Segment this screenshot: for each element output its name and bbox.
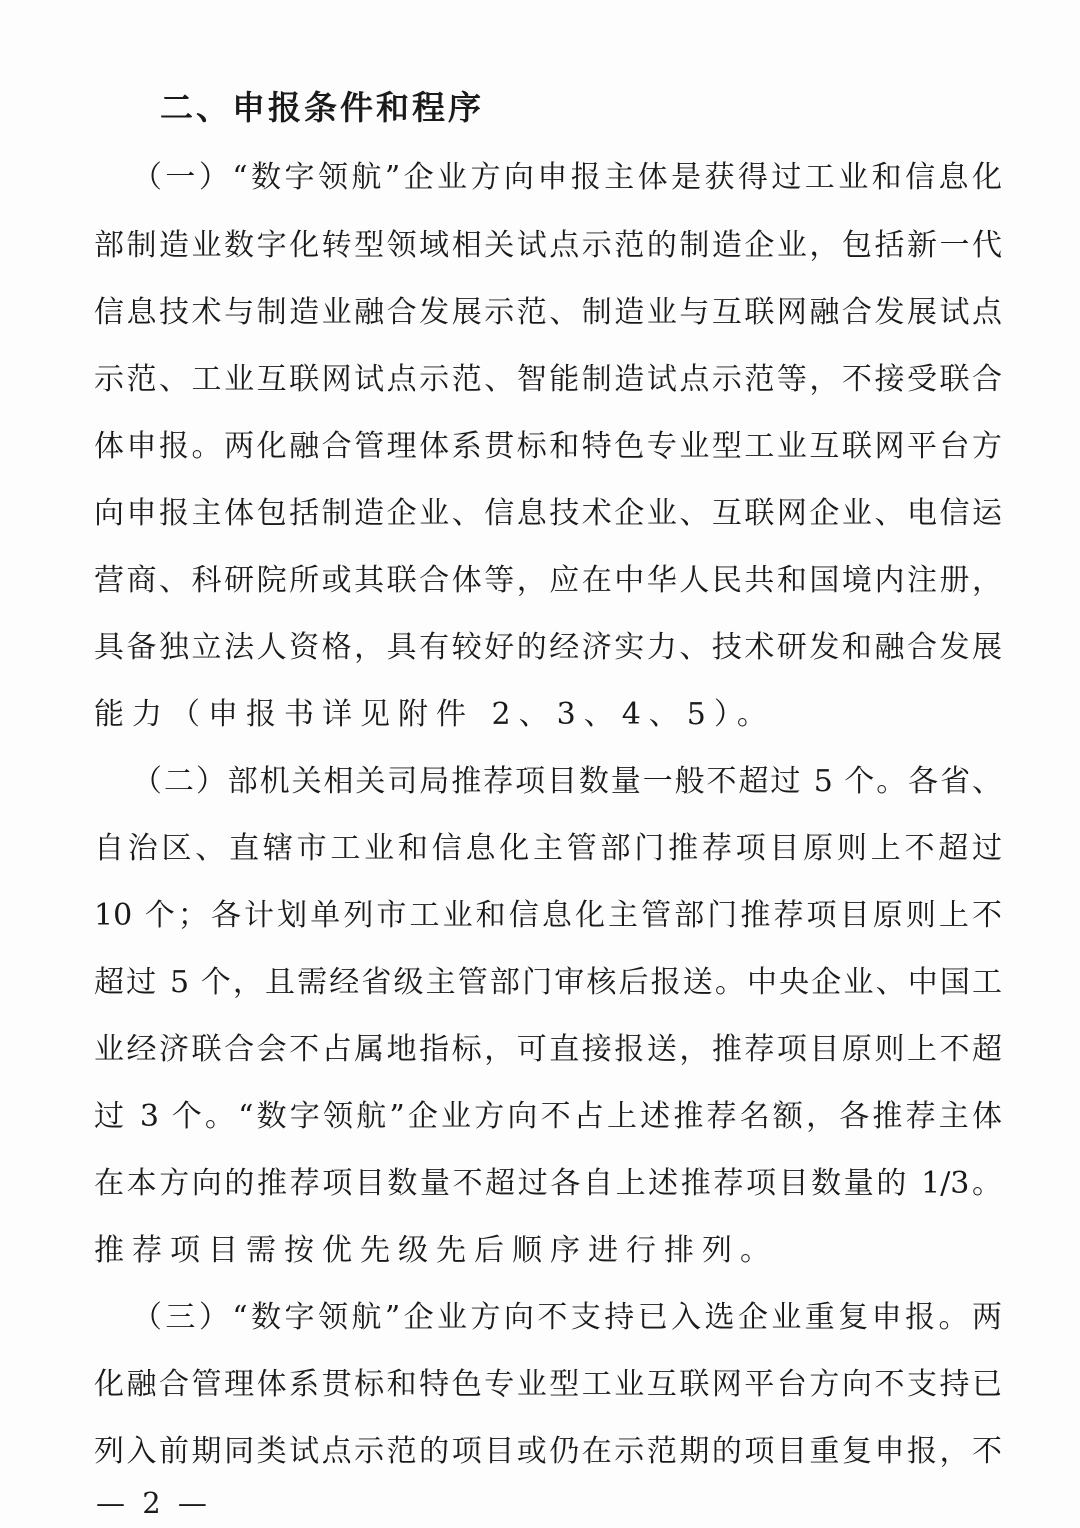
text-line: 过 3 个。“数字领航”企业方向不占上述推荐名额，各推荐主体	[94, 1099, 1002, 1134]
text-line: 业经济联合会不占属地指标，可直接报送，推荐项目原则上不超	[94, 1032, 1002, 1067]
text-line: 超过 5 个，且需经省级主管部门审核后报送。中央企业、中国工	[94, 965, 1002, 1000]
section-heading: 二、申报条件和程序	[160, 88, 484, 127]
text-line: 示范、工业互联网试点示范、智能制造试点示范等，不接受联合	[94, 362, 1002, 397]
text-line: （二）部机关相关司局推荐项目数量一般不超过 5 个。各省、	[132, 764, 1002, 799]
text-line: 10 个；各计划单列市工业和信息化主管部门推荐项目原则上不	[94, 898, 1002, 933]
text-line: 信息技术与制造业融合发展示范、制造业与互联网融合发展试点	[94, 295, 1002, 330]
text-line: 能力（申报书详见附件 2、3、4、5）。	[94, 697, 775, 732]
text-line: 自治区、直辖市工业和信息化主管部门推荐项目原则上不超过	[94, 831, 1002, 866]
text-line: 在本方向的推荐项目数量不超过各自上述推荐项目数量的 1/3。	[94, 1166, 1002, 1201]
text-line: 体申报。两化融合管理体系贯标和特色专业型工业互联网平台方	[94, 429, 1002, 464]
text-line: （三）“数字领航”企业方向不支持已入选企业重复申报。两	[132, 1300, 1002, 1335]
text-line: （一）“数字领航”企业方向申报主体是获得过工业和信息化	[132, 160, 1002, 195]
text-line: 列入前期同类试点示范的项目或仍在示范期的项目重复申报，不	[94, 1434, 1002, 1469]
text-line: 营商、科研院所或其联合体等，应在中华人民共和国境内注册，	[94, 563, 1002, 598]
text-line: 向申报主体包括制造企业、信息技术企业、互联网企业、电信运	[94, 496, 1002, 531]
text-line: 具备独立法人资格，具有较好的经济实力、技术研发和融合发展	[94, 630, 1002, 665]
text-line: 部制造业数字化转型领域相关试点示范的制造企业，包括新一代	[94, 228, 1002, 263]
text-line: 推荐项目需按优先级先后顺序进行排列。	[94, 1233, 778, 1268]
page-number: — 2 —	[96, 1486, 211, 1520]
text-line: 化融合管理体系贯标和特色专业型工业互联网平台方向不支持已	[94, 1367, 1002, 1402]
